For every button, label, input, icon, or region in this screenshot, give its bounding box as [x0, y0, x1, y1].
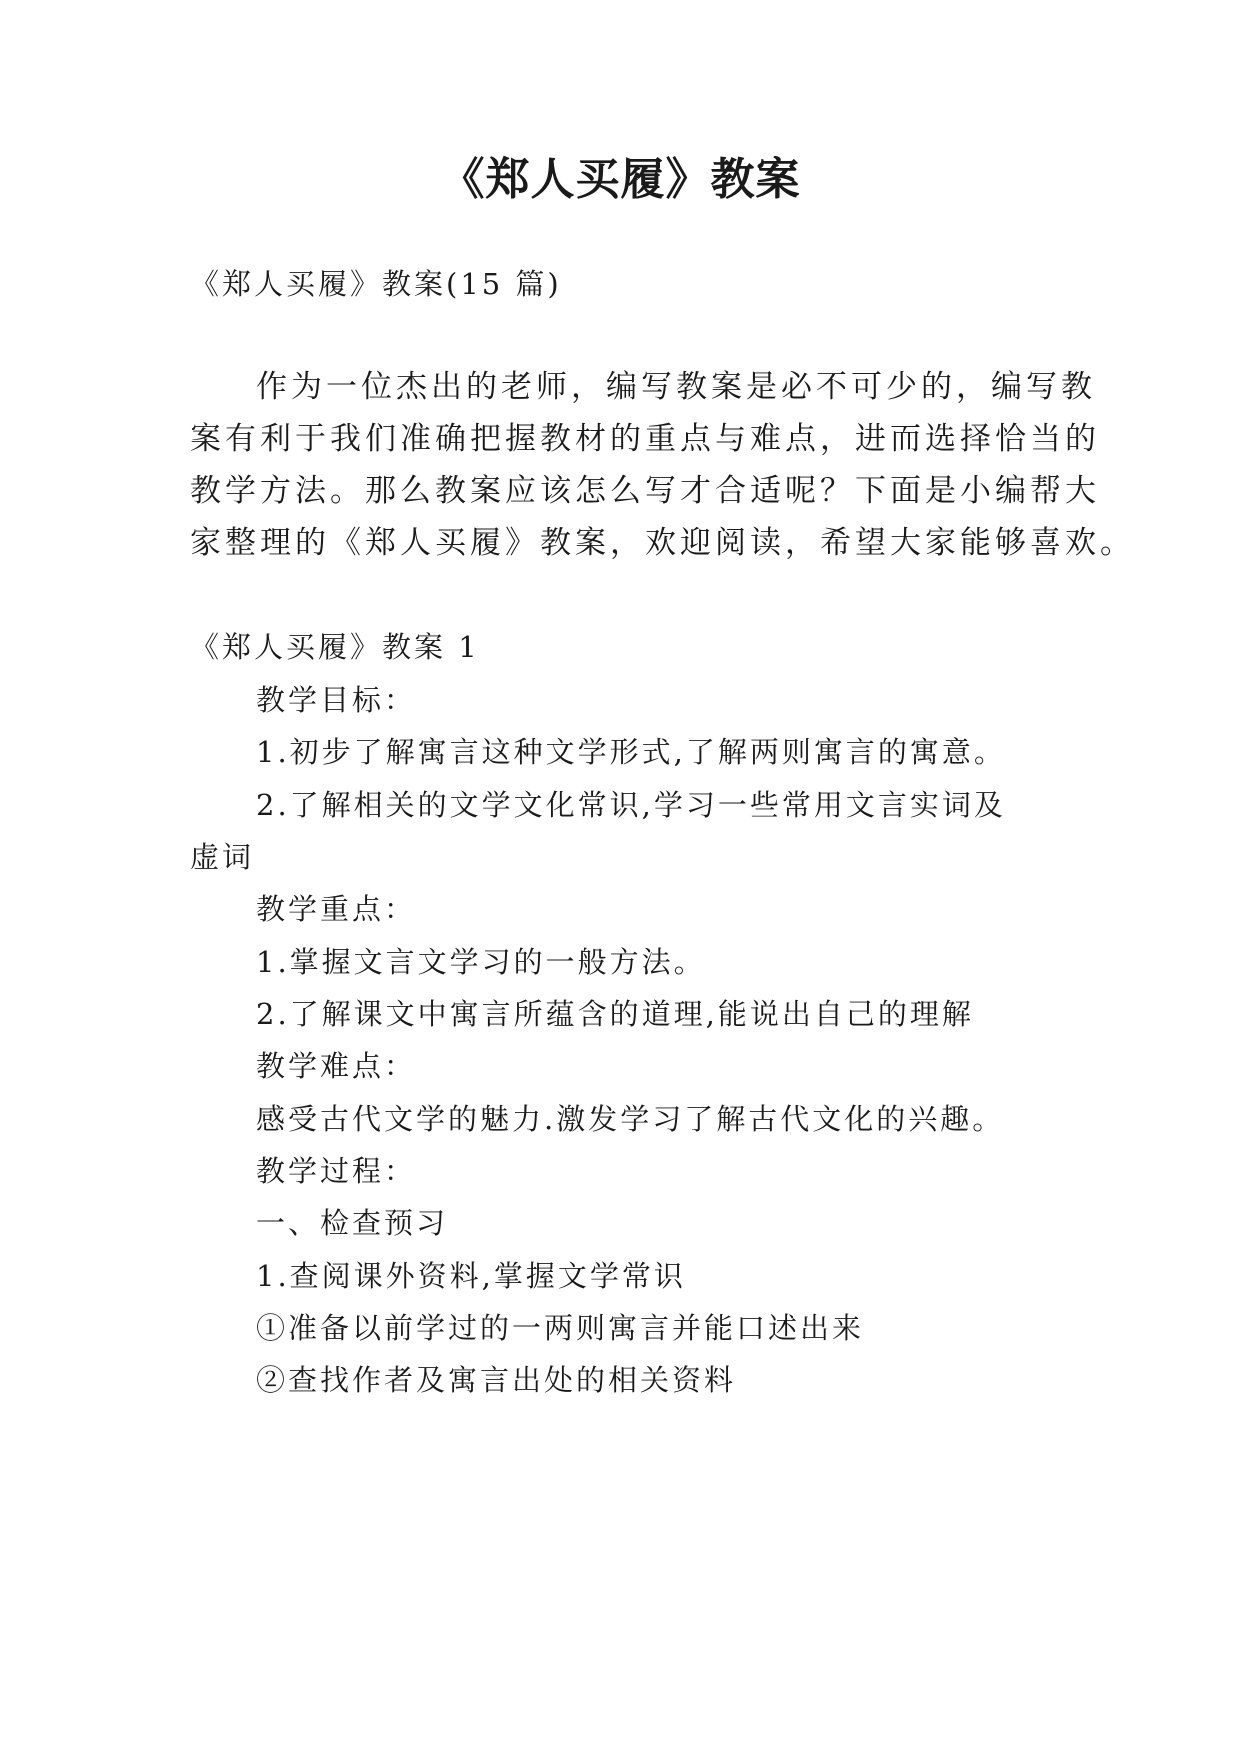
intro-line-4: 家整理的《郑人买履》教案，欢迎阅读，希望大家能够喜欢。 [190, 525, 1135, 561]
body-line: 一、检查预习 [256, 1206, 449, 1240]
body-line: 1.查阅课外资料,掌握文学常识 [256, 1259, 686, 1293]
document-title: 《郑人买履》教案 [440, 154, 801, 205]
body-line: 1.初步了解寓言这种文学形式,了解两则寓言的寓意。 [256, 735, 1006, 769]
document-subtitle: 《郑人买履》教案(15 篇) [190, 267, 562, 301]
intro-line-3: 教学方法。那么教案应该怎么写才合适呢？下面是小编帮大 [190, 473, 1100, 509]
body-line: 教学重点： [256, 892, 417, 926]
intro-line-1: 作为一位杰出的老师，编写教案是必不可少的，编写教 [256, 369, 1096, 405]
body-line: 1.掌握文言文学习的一般方法。 [256, 945, 706, 979]
section-heading: 《郑人买履》教案 1 [190, 630, 480, 664]
body-line: 2.了解相关的文学文化常识,学习一些常用文言实词及 [256, 788, 1006, 822]
body-line: 虚词 [190, 840, 255, 874]
body-line: ①准备以前学过的一两则寓言并能口述出来 [256, 1311, 865, 1345]
body-line: ②查找作者及寓言出处的相关资料 [256, 1363, 737, 1397]
intro-line-2: 案有利于我们准确把握教材的重点与难点，进而选择恰当的 [190, 421, 1100, 457]
body-line: 教学目标： [256, 683, 417, 717]
body-line: 教学过程： [256, 1154, 417, 1188]
body-line: 教学难点： [256, 1049, 417, 1083]
body-line: 感受古代文学的魅力.激发学习了解古代文化的兴趣。 [256, 1102, 1005, 1136]
body-line: 2.了解课文中寓言所蕴含的道理,能说出自己的理解 [256, 997, 974, 1031]
